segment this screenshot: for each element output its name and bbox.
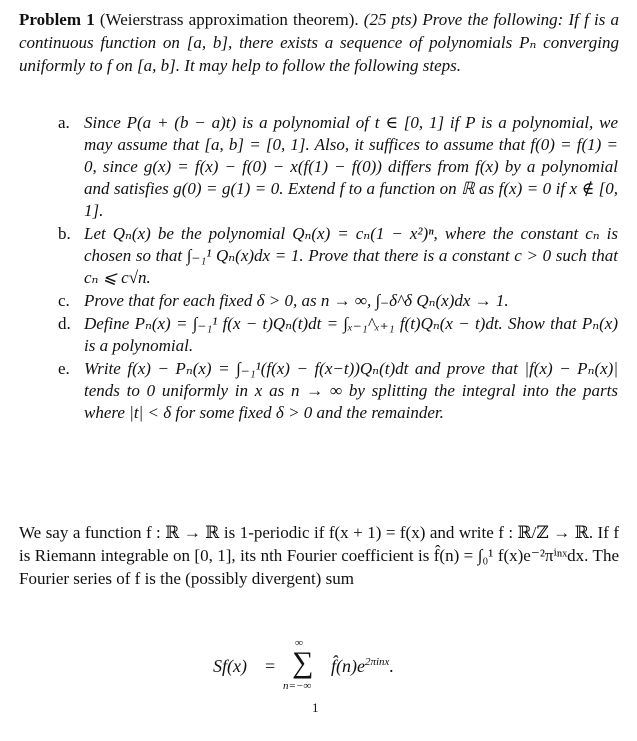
formula-term-base: f̂(n)e	[331, 656, 365, 676]
step-list	[48, 112, 618, 425]
problem-statement: Prove the following: If f is a continuous function on [a, b], there exists a sequence of polynomials Pₙ converging uniformly to f on [a, b]. It may help to follow the following steps.	[19, 10, 620, 75]
step-b	[48, 223, 618, 289]
step-a	[48, 112, 618, 222]
step-e	[48, 358, 618, 424]
sum-lower-limit: n=−∞	[283, 680, 312, 692]
problem-subtitle: (Weierstrass approximation theorem).	[99, 10, 359, 29]
step-text: Define Pₙ(x) = ∫₋₁¹ f(x − t)Qₙ(t)dt = ∫ₓ₋₁^ₓ₊₁ f(t)Qₙ(x − t)dt. Show that Pₙ(x) is a polynomial.	[84, 314, 618, 355]
step-text: Prove that for each fixed δ > 0, as n → ∞, ∫₋δ^δ Qₙ(x)dx → 1.	[84, 291, 509, 310]
step-marker: a.	[58, 113, 70, 132]
sum-symbol: ∑	[292, 646, 314, 679]
step-marker: c.	[58, 291, 70, 310]
step-text: Let Qₙ(x) be the polynomial Qₙ(x) = cₙ(1 − x²)ⁿ, where the constant cₙ is chosen so that ∫₋₁¹ Qₙ(x)dx = 1. Prove that there is a constant c > 0 such that cₙ ⩽ c√n.	[84, 224, 618, 287]
page-number: 1	[312, 700, 319, 715]
step-marker: b.	[58, 224, 71, 243]
fourier-paragraph: We say a function f : ℝ → ℝ is 1-periodic if f(x + 1) = f(x) and write f : ℝ/ℤ → ℝ. If f is Riemann integrable on [0, 1], its nth Fourier coefficient is f̂(n) = ∫₀¹ f(x)e⁻²πⁱⁿˣdx. The Fourier series of f is the (possibly divergent) sum	[19, 523, 619, 588]
step-c	[48, 290, 618, 312]
formula-term	[331, 656, 394, 677]
formula-exponent: 2πinx	[364, 656, 390, 668]
step-text: Write f(x) − Pₙ(x) = ∫₋₁¹(f(x) − f(x−t))Qₙ(t)dt and prove that |f(x) − Pₙ(x)| tends to 0 uniformly in x as n → ∞ by splitting the integral into the parts where |t| < δ for some fixed δ > 0 and the remainder.	[84, 359, 618, 422]
step-text: Since P(a + (b − a)t) is a polynomial of t ∈ [0, 1] if P is a polynomial, we may assume that [a, b] = [0, 1]. Also, it suffices to assume that f(0) = f(1) = 0, since g(x) = f(x) − f(0) − x(f(1) − f(0)) differs from f(x) by a polynomial and satisfies g(0) = g(1) = 0. Extend f to a function on ℝ as f(x) = 0 if x ∉ [0, 1].	[84, 113, 618, 220]
step-marker: d.	[58, 314, 71, 333]
step-d	[48, 313, 618, 357]
fourier-series-formula	[213, 637, 473, 715]
formula-equals: =	[265, 656, 276, 676]
problem-points: (25 pts)	[363, 10, 418, 29]
sum-upper-limit: ∞	[295, 637, 303, 649]
formula-lhs: Sf(x)	[213, 656, 247, 676]
step-marker: e.	[58, 359, 70, 378]
formula-end: .	[389, 656, 394, 676]
problem-intro	[19, 8, 619, 77]
problem-label: Problem 1	[19, 10, 95, 29]
